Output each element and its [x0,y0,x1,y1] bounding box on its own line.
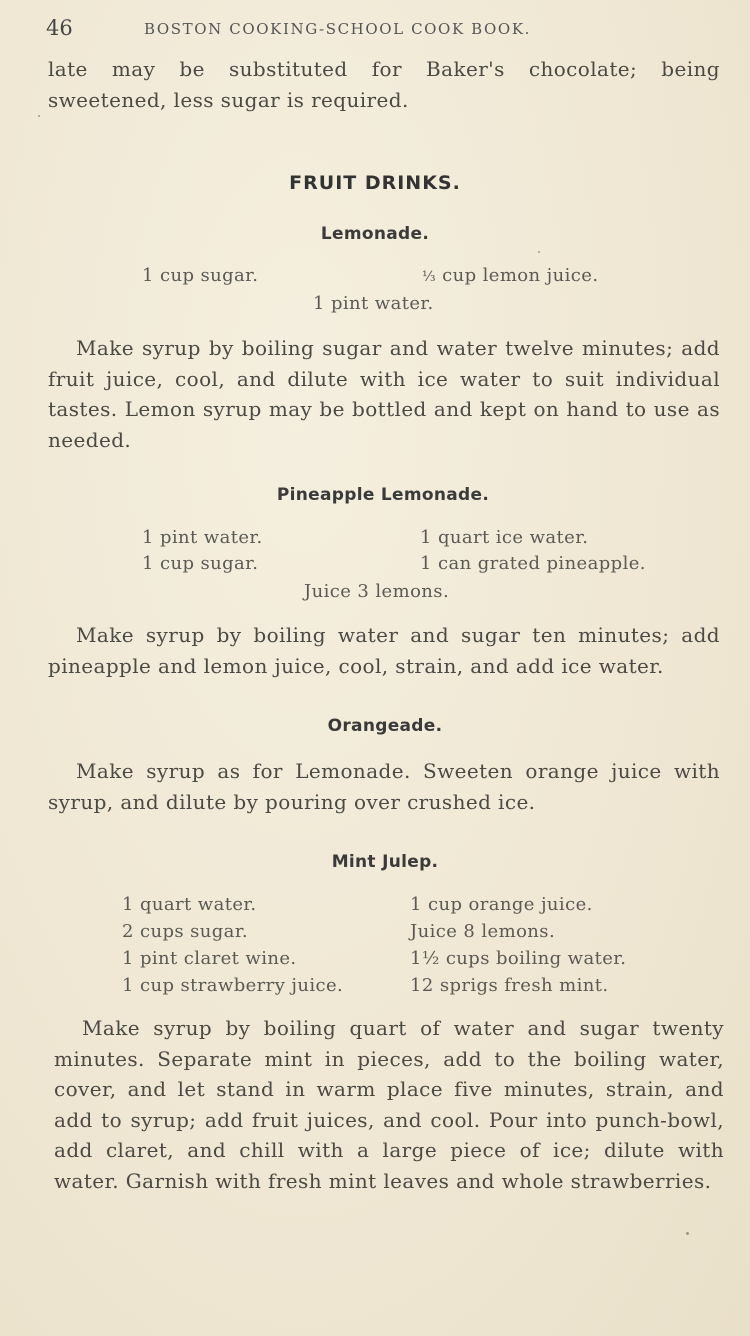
paper-speck [538,251,540,253]
ingredient: 2 cups sugar. [122,921,248,942]
ingredient: 1½ cups boiling water. [410,948,627,969]
ingredient: 1 pint water. [313,293,434,314]
method-orangeade: Make syrup as for Lemonade. Sweeten orange juice with syrup, and dilute by pouring over crushed ice. [48,759,720,814]
ingredient: 1 cup sugar. [142,553,259,574]
method-pineapple-lemonade: Make syrup by boiling water and sugar ten minutes; add pineapple and lemon juice, cool, strain, and add ice water. [48,623,720,678]
paper-speck [38,115,40,117]
ingredient: 1 can grated pineapple. [420,553,646,574]
recipe-title-pineapple-lemonade: Pineapple Lemonade. [276,485,490,505]
ingredient: 1 cup orange juice. [410,894,593,915]
ingredient: 1 pint claret wine. [122,948,297,969]
ingredient: 1 quart water. [122,894,257,915]
recipe-title-mint-julep: Mint Julep. [331,852,439,872]
ingredient [422,265,598,286]
intro-paragraph: late may be substituted for Baker's chocolate; being sweetened, less sugar is required. [48,57,720,112]
ingredient: 1 cup strawberry juice. [122,975,344,996]
running-head [46,16,720,46]
ingredient-text: cup lemon juice. [442,265,599,286]
recipe-title-orangeade: Orangeade. [327,716,443,736]
ingredient: Juice 3 lemons. [304,581,450,602]
paper-speck [686,1232,689,1235]
method-lemonade: Make syrup by boiling sugar and water twelve minutes; add fruit juice, cool, and dilute with ice water to suit individual tastes. Lemon syrup may be bottled and kept on hand to use as needed. [48,336,720,452]
fraction: ⅓ [422,269,436,285]
ingredient: 1 cup sugar. [142,265,259,286]
ingredient: 1 quart ice water. [420,527,589,548]
page-number: 46 [46,16,73,40]
section-title: FRUIT DRINKS. [289,172,461,194]
ingredient: Juice 8 lemons. [410,921,556,942]
recipe-title-lemonade: Lemonade. [320,224,430,244]
ingredient: 1 pint water. [142,527,263,548]
method-mint-julep: Make syrup by boiling quart of water and sugar twenty minutes. Separate mint in pieces, add to the boiling water, cover, and let stand in warm place five minutes, strain, and add to syrup; add fruit juices, and cool. Pour into punch-bowl, add claret, and chill with a large piece of ice; dilute with water. Garnish with fresh mint leaves and whole strawberries. [54,1016,724,1193]
book-title: BOSTON COOKING-SCHOOL COOK BOOK. [144,20,532,38]
ingredient: 12 sprigs fresh mint. [410,975,609,996]
